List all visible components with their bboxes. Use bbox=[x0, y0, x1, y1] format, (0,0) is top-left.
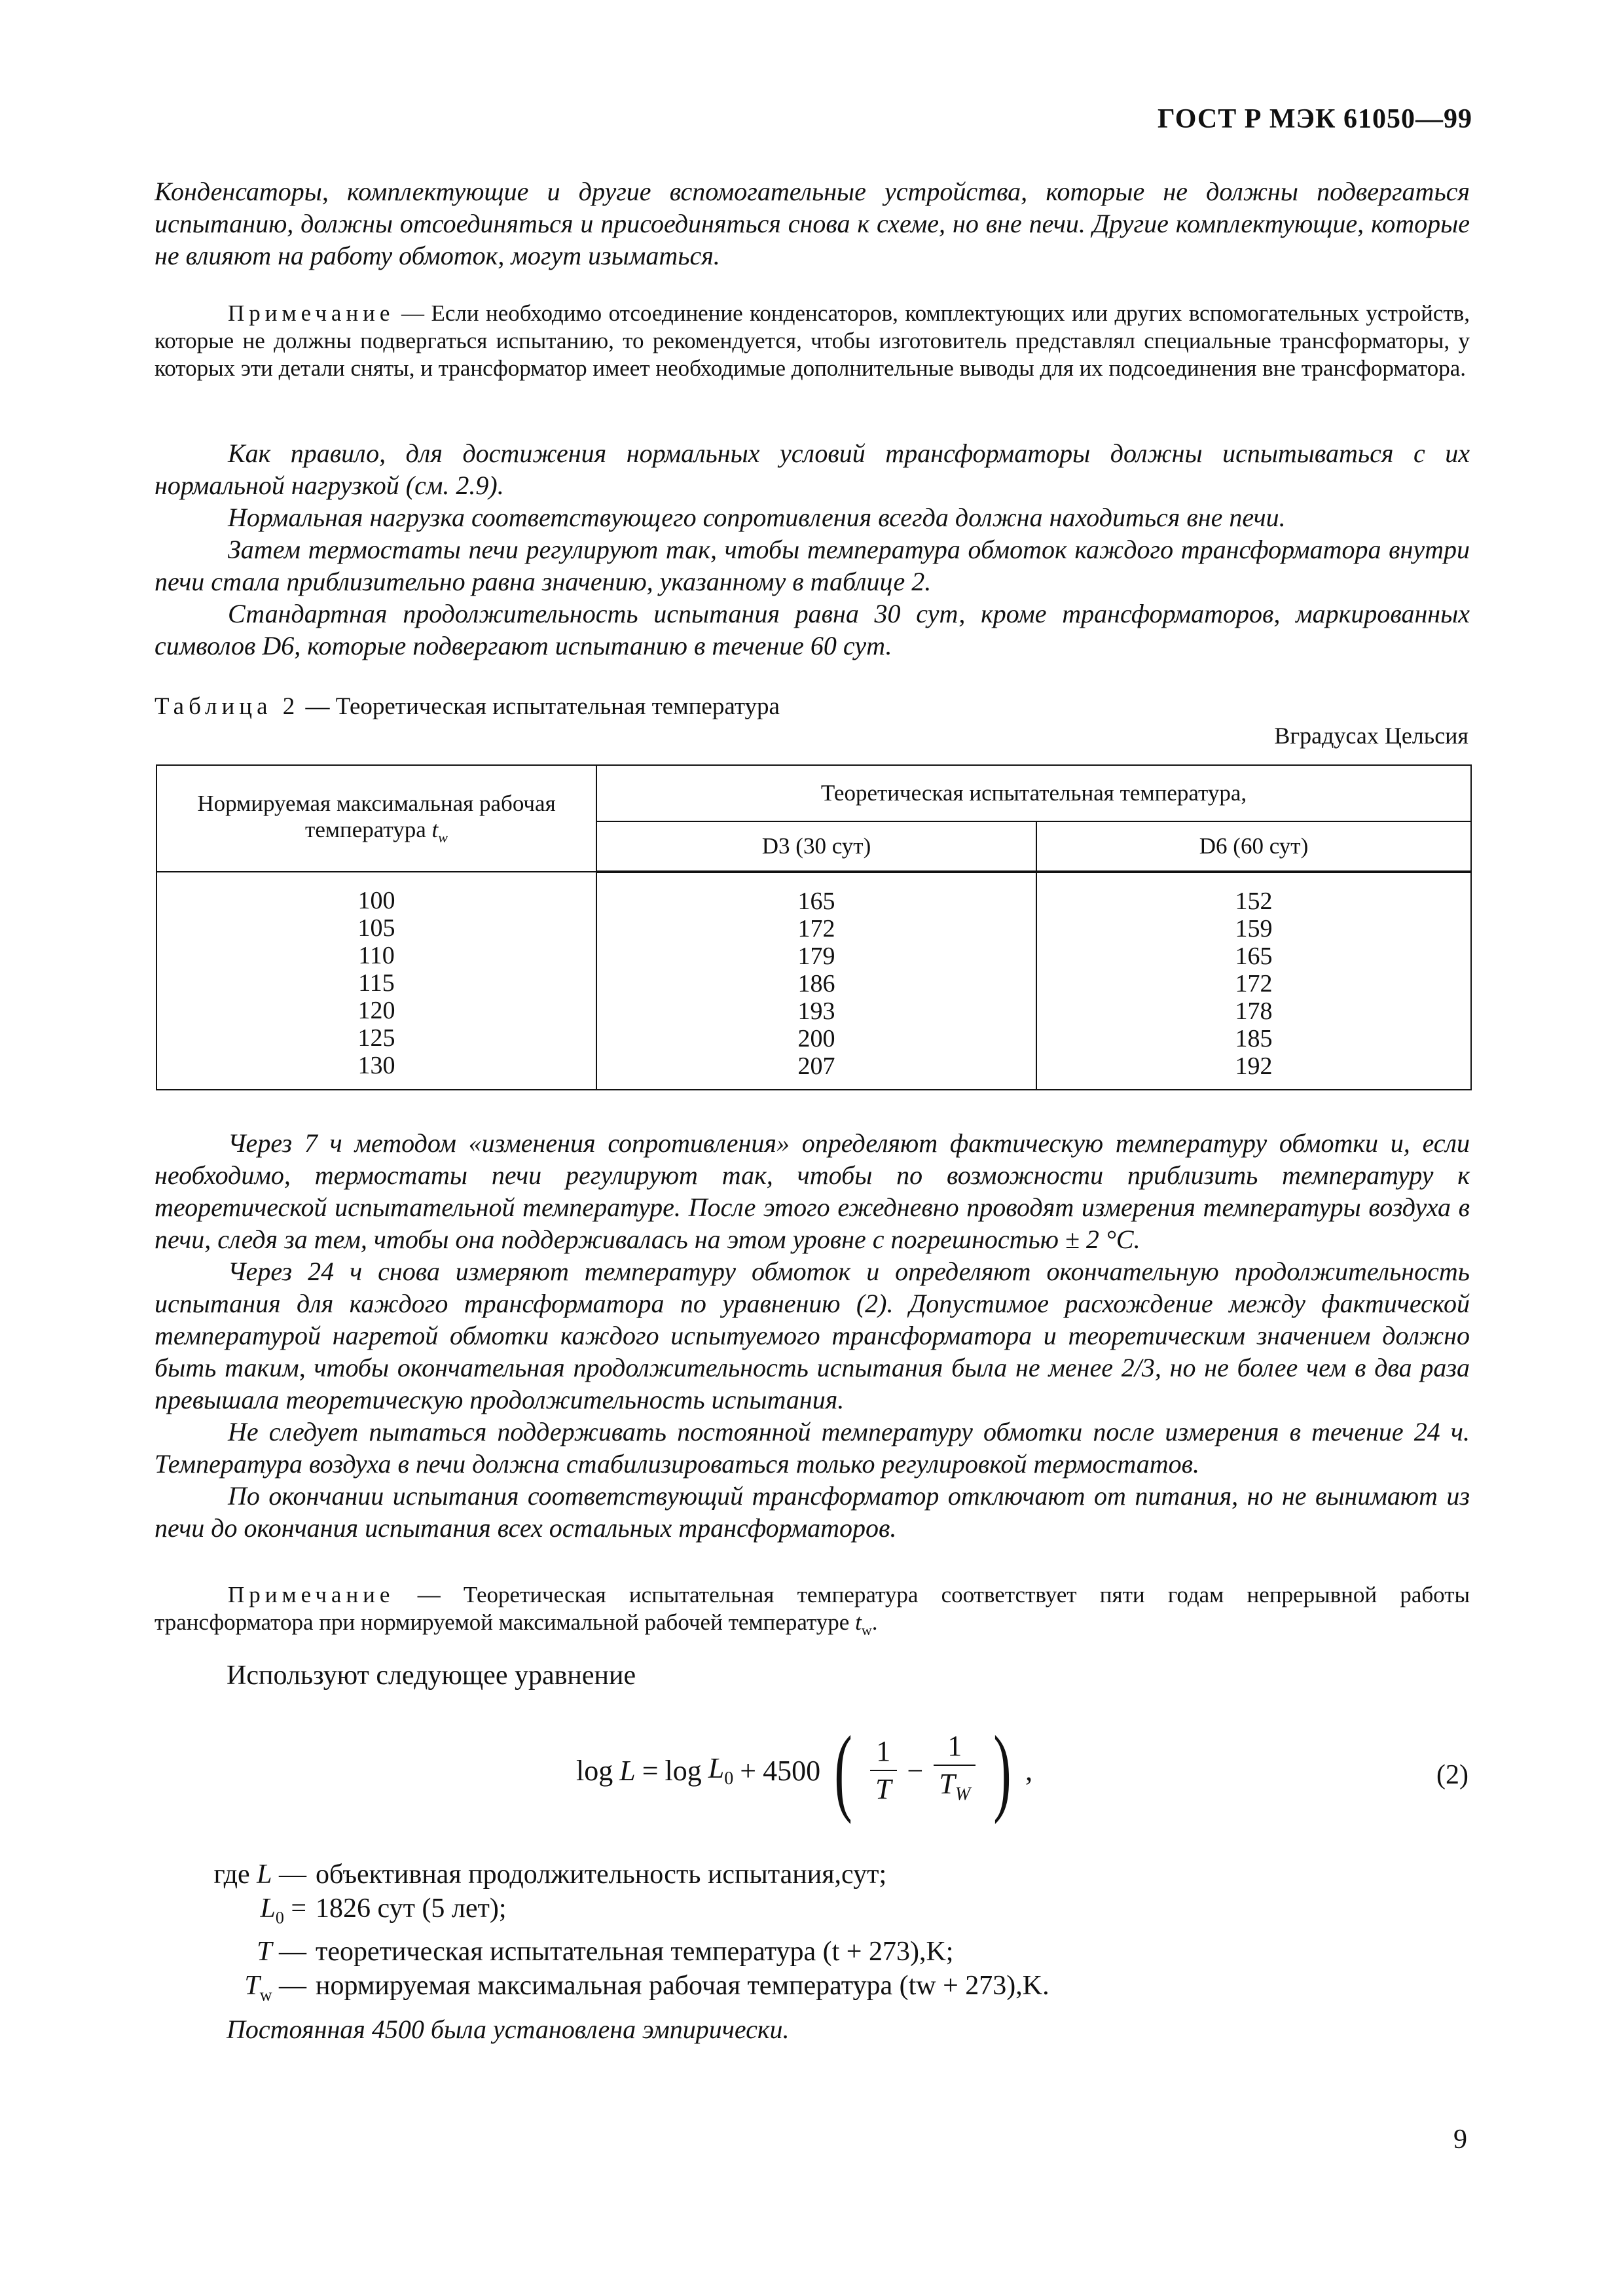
eq-close-paren: ) bbox=[993, 1716, 1012, 1825]
table-cell: 115 bbox=[358, 969, 395, 997]
table-cell: 125 bbox=[357, 1024, 395, 1052]
eq-open-paren: ( bbox=[834, 1716, 852, 1825]
table-header-theoretical-temp: Теоретическая испытательная температура, bbox=[596, 765, 1471, 821]
table-2-caption bbox=[155, 692, 780, 721]
paragraph-after-24h: Через 24 ч снова измеряют температуру обмоток и определяют окончательную продолжительность испытания для каждого трансформатора по уравнению (2). Допустимое расхождение между фактической температурой нагретой обмотки каждого испытуемого трансформатора и теоретическим значением должно быть таким, чтобы окончательная продолжительность испытания была не менее 2/3, но не более чем в два раза превышала теоретическую продолжительность испытания. bbox=[155, 1257, 1470, 1414]
eq-const: 4500 bbox=[763, 1754, 821, 1787]
table-header-d3: D3 (30 сут) bbox=[596, 821, 1036, 872]
eq-comma: , bbox=[1025, 1754, 1033, 1787]
table-2-unit-note: Вградусах Цельсия bbox=[1274, 723, 1468, 749]
table-cell: 178 bbox=[1235, 997, 1273, 1025]
table-2 bbox=[156, 764, 1472, 1090]
table-cell: 186 bbox=[797, 970, 835, 997]
table-cell: 192 bbox=[1235, 1052, 1273, 1080]
top-text-block bbox=[155, 175, 1470, 272]
equation-2 bbox=[576, 1718, 1032, 1823]
table-cell: 172 bbox=[1235, 970, 1273, 997]
table-column-rated-temp bbox=[156, 872, 596, 1090]
eq-plus: + bbox=[740, 1754, 757, 1787]
paragraph-constant-temp: Не следует пытаться поддерживать постоянной температуру обмотки после измерения в течение 24 ч. Температура воздуха в печи должна стабилизироваться только регулировкой термостатов. bbox=[155, 1417, 1470, 1479]
note-1 bbox=[155, 300, 1470, 382]
table-cell: 200 bbox=[797, 1025, 835, 1052]
table-cell: 193 bbox=[797, 997, 835, 1025]
note-1-label: Примечание bbox=[228, 300, 395, 326]
paragraph-thermostats: Затем термостаты печи регулируют так, чтобы температура обмоток каждого трансформатора внутри печи стала приблизительно равна значению, указанному в таблице 2. bbox=[155, 535, 1470, 596]
eq-minus: − bbox=[907, 1754, 924, 1787]
paragraph-capacitors: Конденсаторы, комплектующие и другие вспомогательные устройства, которые не должны подвергаться испытанию, должны отсоединяться и присоединяться снова к схеме, но вне печи. Другие комплектующие, которые не влияют на работу обмоток, могут изыматься. bbox=[155, 177, 1470, 270]
paragraph-duration: Стандартная продолжительность испытания равна 30 сут, кроме трансформаторов, маркированных символов D6, которые подвергают испытанию в течение 60 сут. bbox=[155, 599, 1470, 660]
definition-row: $T_w$ — нормируемая максимальная рабочая температура (tw + 273),K. bbox=[244, 1971, 1049, 2005]
paragraph-normal-load-rule: Как правило, для достижения нормальных условий трансформаторы должны испытываться с их нормальной нагрузкой (см. 2.9). bbox=[155, 439, 1470, 500]
table-2-title: — Теоретическая испытательная температура bbox=[305, 693, 780, 720]
note-2-paragraph: Примечание — Теоретическая испытательная температура соответствует пяти годам непрерывной работы трансформатора при нормируемой максимальной рабочей температуре $t_w$. bbox=[155, 1582, 1470, 1638]
table-cell: 185 bbox=[1235, 1025, 1273, 1052]
definitions-list bbox=[196, 1857, 1049, 2047]
table-2-label: Таблица 2 bbox=[155, 693, 300, 720]
table-cell: 152 bbox=[1235, 888, 1273, 915]
table-cell: 110 bbox=[358, 942, 395, 969]
eq-fraction-1: $\frac{1}{T}$ bbox=[870, 1733, 896, 1808]
table-cell: 159 bbox=[1235, 915, 1273, 942]
table-header-rated-temp: Нормируемая максимальная рабочая температура $t_w$ bbox=[156, 765, 596, 872]
eq-lhs-log: log bbox=[576, 1754, 613, 1787]
paragraph-after-7h: Через 7 ч методом «изменения сопротивления» определяют фактическую температуру обмотки и, если необходимо, термостаты печи регулируют так, чтобы по возможности приблизить температуру к теоретической испытательной температуре. После этого ежедневно проводят измерения температуры воздуха в печи, следя за тем, чтобы она поддерживалась на этом уровне с погрешностью ± 2 °С. bbox=[155, 1128, 1470, 1254]
eq-fraction-2: $\frac{1}{T_W}$ bbox=[934, 1728, 976, 1813]
table-cell: 179 bbox=[797, 942, 835, 970]
table-cell: 130 bbox=[357, 1052, 395, 1079]
table-cell: 172 bbox=[797, 915, 835, 942]
eq-equals: = bbox=[642, 1754, 659, 1787]
table-column-d3 bbox=[596, 872, 1036, 1090]
table-cell: 105 bbox=[357, 914, 395, 942]
definition-row: где L — объективная продолжительность испытания,сут; bbox=[213, 1859, 887, 1890]
equation-intro: Используют следующее уравнение bbox=[227, 1660, 636, 1691]
paragraph-end-of-test: По окончании испытания соответствующий трансформатор отключают от питания, но не вынимают из печи до окончания испытания всех остальных трансформаторов. bbox=[155, 1481, 1470, 1543]
document-code-header: ГОСТ Р МЭК 61050—99 bbox=[1158, 104, 1472, 134]
middle-text-block-2 bbox=[155, 1127, 1470, 1544]
paragraph-empirical-constant: Постоянная 4500 была установлена эмпирически. bbox=[227, 2014, 790, 2044]
note-2-label: Примечание bbox=[228, 1582, 395, 1607]
definition-row: $L_0$ = 1826 сут (5 лет); bbox=[260, 1893, 507, 1928]
note-1-paragraph bbox=[155, 300, 1470, 382]
table-cell: 207 bbox=[797, 1052, 835, 1080]
table-cell: 165 bbox=[1235, 942, 1273, 970]
definition-row: T — теоретическая испытательная температура (t + 273),K; bbox=[257, 1937, 954, 1967]
table-cell: 100 bbox=[357, 887, 395, 914]
note-1-text: — Если необходимо отсоединение конденсаторов, комплектующих или других вспомогательных устройств, которые не должны подвергаться испытанию, то рекомендуется, чтобы изготовитель представлял специальные трансформаторы, у которых эти детали сняты, и трансформатор имеет необходимые дополнительные выводы для их подсоединения вне трансформатора. bbox=[155, 300, 1470, 381]
eq-rhs-log: log bbox=[665, 1754, 702, 1787]
eq-lhs-var: L bbox=[619, 1754, 636, 1787]
middle-text-block-1 bbox=[155, 437, 1470, 662]
table-header-d6: D6 (60 сут) bbox=[1036, 821, 1471, 872]
page-number: 9 bbox=[1453, 2125, 1467, 2155]
table-cell: 165 bbox=[797, 888, 835, 915]
table-column-d6 bbox=[1036, 872, 1471, 1090]
note-2 bbox=[155, 1581, 1470, 1644]
equation-number: (2) bbox=[1436, 1760, 1468, 1790]
paragraph-normal-load: Нормальная нагрузка соответствующего сопротивления всегда должна находиться вне печи. bbox=[228, 503, 1286, 532]
table-cell: 120 bbox=[357, 997, 395, 1024]
note-2-text: — Теоретическая испытательная температура соответствует пяти годам непрерывной работы трансформатора при нормируемой максимальной рабочей температуре bbox=[155, 1582, 1470, 1635]
eq-rhs-var: $L_0$ bbox=[708, 1752, 734, 1789]
